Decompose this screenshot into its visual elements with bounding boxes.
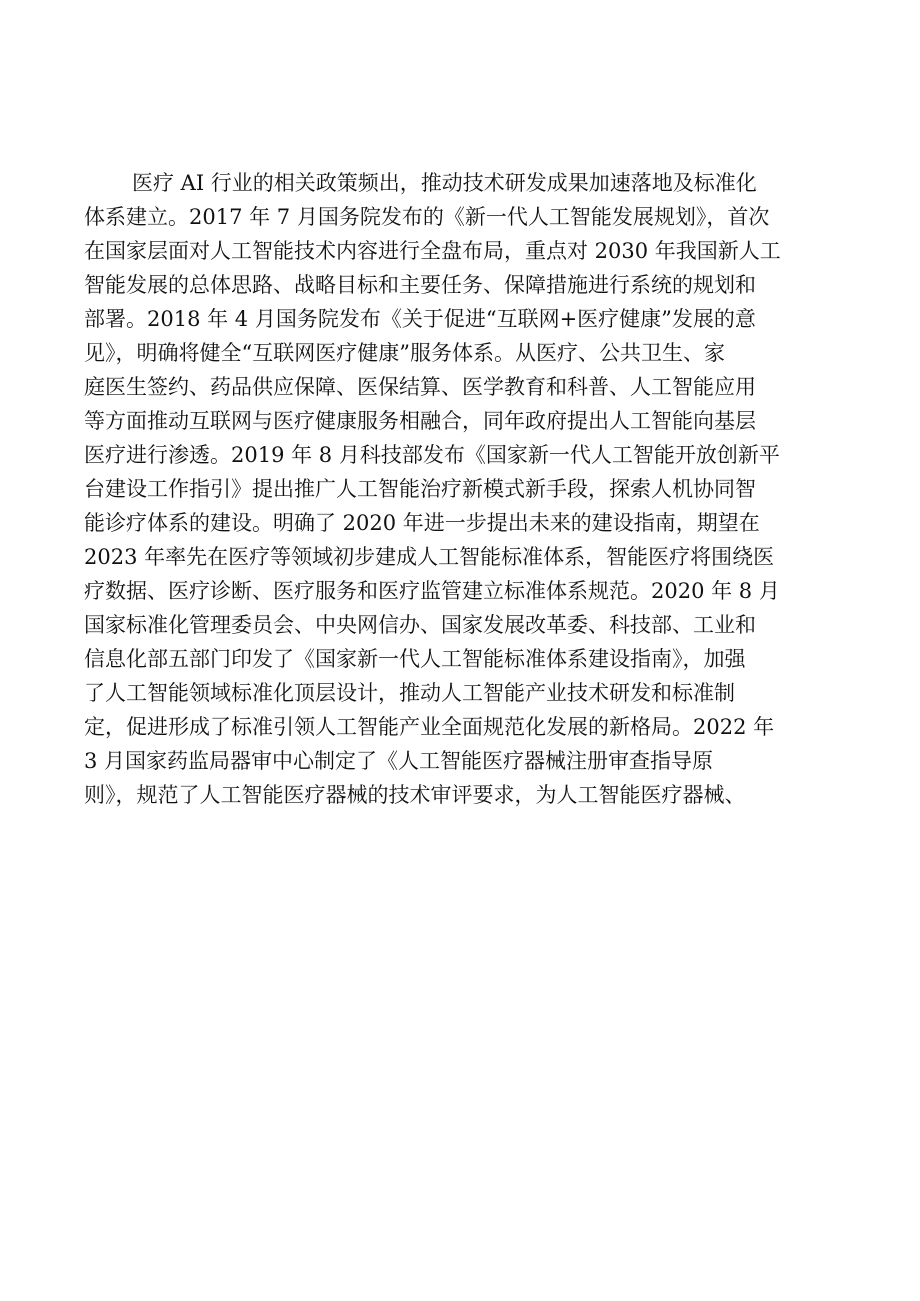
paragraph-line: 国家标准化管理委员会、中央网信办、国家发展改革委、科技部、工业和 [84,613,756,637]
paragraph-line: 等方面推动互联网与医疗健康服务相融合，同年政府提出人工智能向基层 [84,409,756,433]
paragraph-line: 信息化部五部门印发了《国家新一代人工智能标准体系建设指南》，加强 [84,647,746,671]
paragraph-line: 庭医生签约、药品供应保障、医保结算、医学教育和科普、人工智能应用 [84,375,756,399]
paragraph-line: 则》，规范了人工智能医疗器械的技术审评要求，为人工智能医疗器械、 [84,783,746,807]
paragraph-line: 在国家层面对人工智能技术内容进行全盘布局，重点对 2030 年我国新人工 [84,239,781,263]
paragraph-line: 医疗 AI 行业的相关政策频出，推动技术研发成果加速落地及标准化 [132,171,757,195]
paragraph-line: 见》，明确将健全“互联网医疗健康”服务体系。从医疗、公共卫生、家 [84,341,725,365]
paragraph-line: 部署。2018 年 4 月国务院发布《关于促进“互联网+医疗健康”发展的意 [84,307,756,331]
paragraph-line: 了人工智能领域标准化顶层设计，推动人工智能产业技术研发和标准制 [84,681,735,705]
paragraph-line: 定，促进形成了标准引领人工智能产业全面规范化发展的新格局。2022 年 [84,715,775,739]
paragraph-line: 体系建立。2017 年 7 月国务院发布的《新一代人工智能发展规划》，首次 [84,205,770,229]
paragraph-line: 能诊疗体系的建设。明确了 2020 年进一步提出未来的建设指南，期望在 [84,511,760,535]
paragraph-line: 3 月国家药监局器审中心制定了《人工智能医疗器械注册审查指导原 [84,749,714,773]
paragraph-line: 2023 年率先在医疗等领域初步建成人工智能标准体系，智能医疗将围绕医 [84,545,775,569]
paragraph-line: 疗数据、医疗诊断、医疗服务和医疗监管建立标准体系规范。2020 年 8 月 [84,579,780,603]
paragraph-line: 台建设工作指引》提出推广人工智能治疗新模式新手段，探索人机协同智 [84,477,756,501]
paragraph-line: 智能发展的总体思路、战略目标和主要任务、保障措施进行系统的规划和 [84,273,756,297]
paragraph-line: 医疗进行渗透。2019 年 8 月科技部发布《国家新一代人工智能开放创新平 [84,443,780,467]
